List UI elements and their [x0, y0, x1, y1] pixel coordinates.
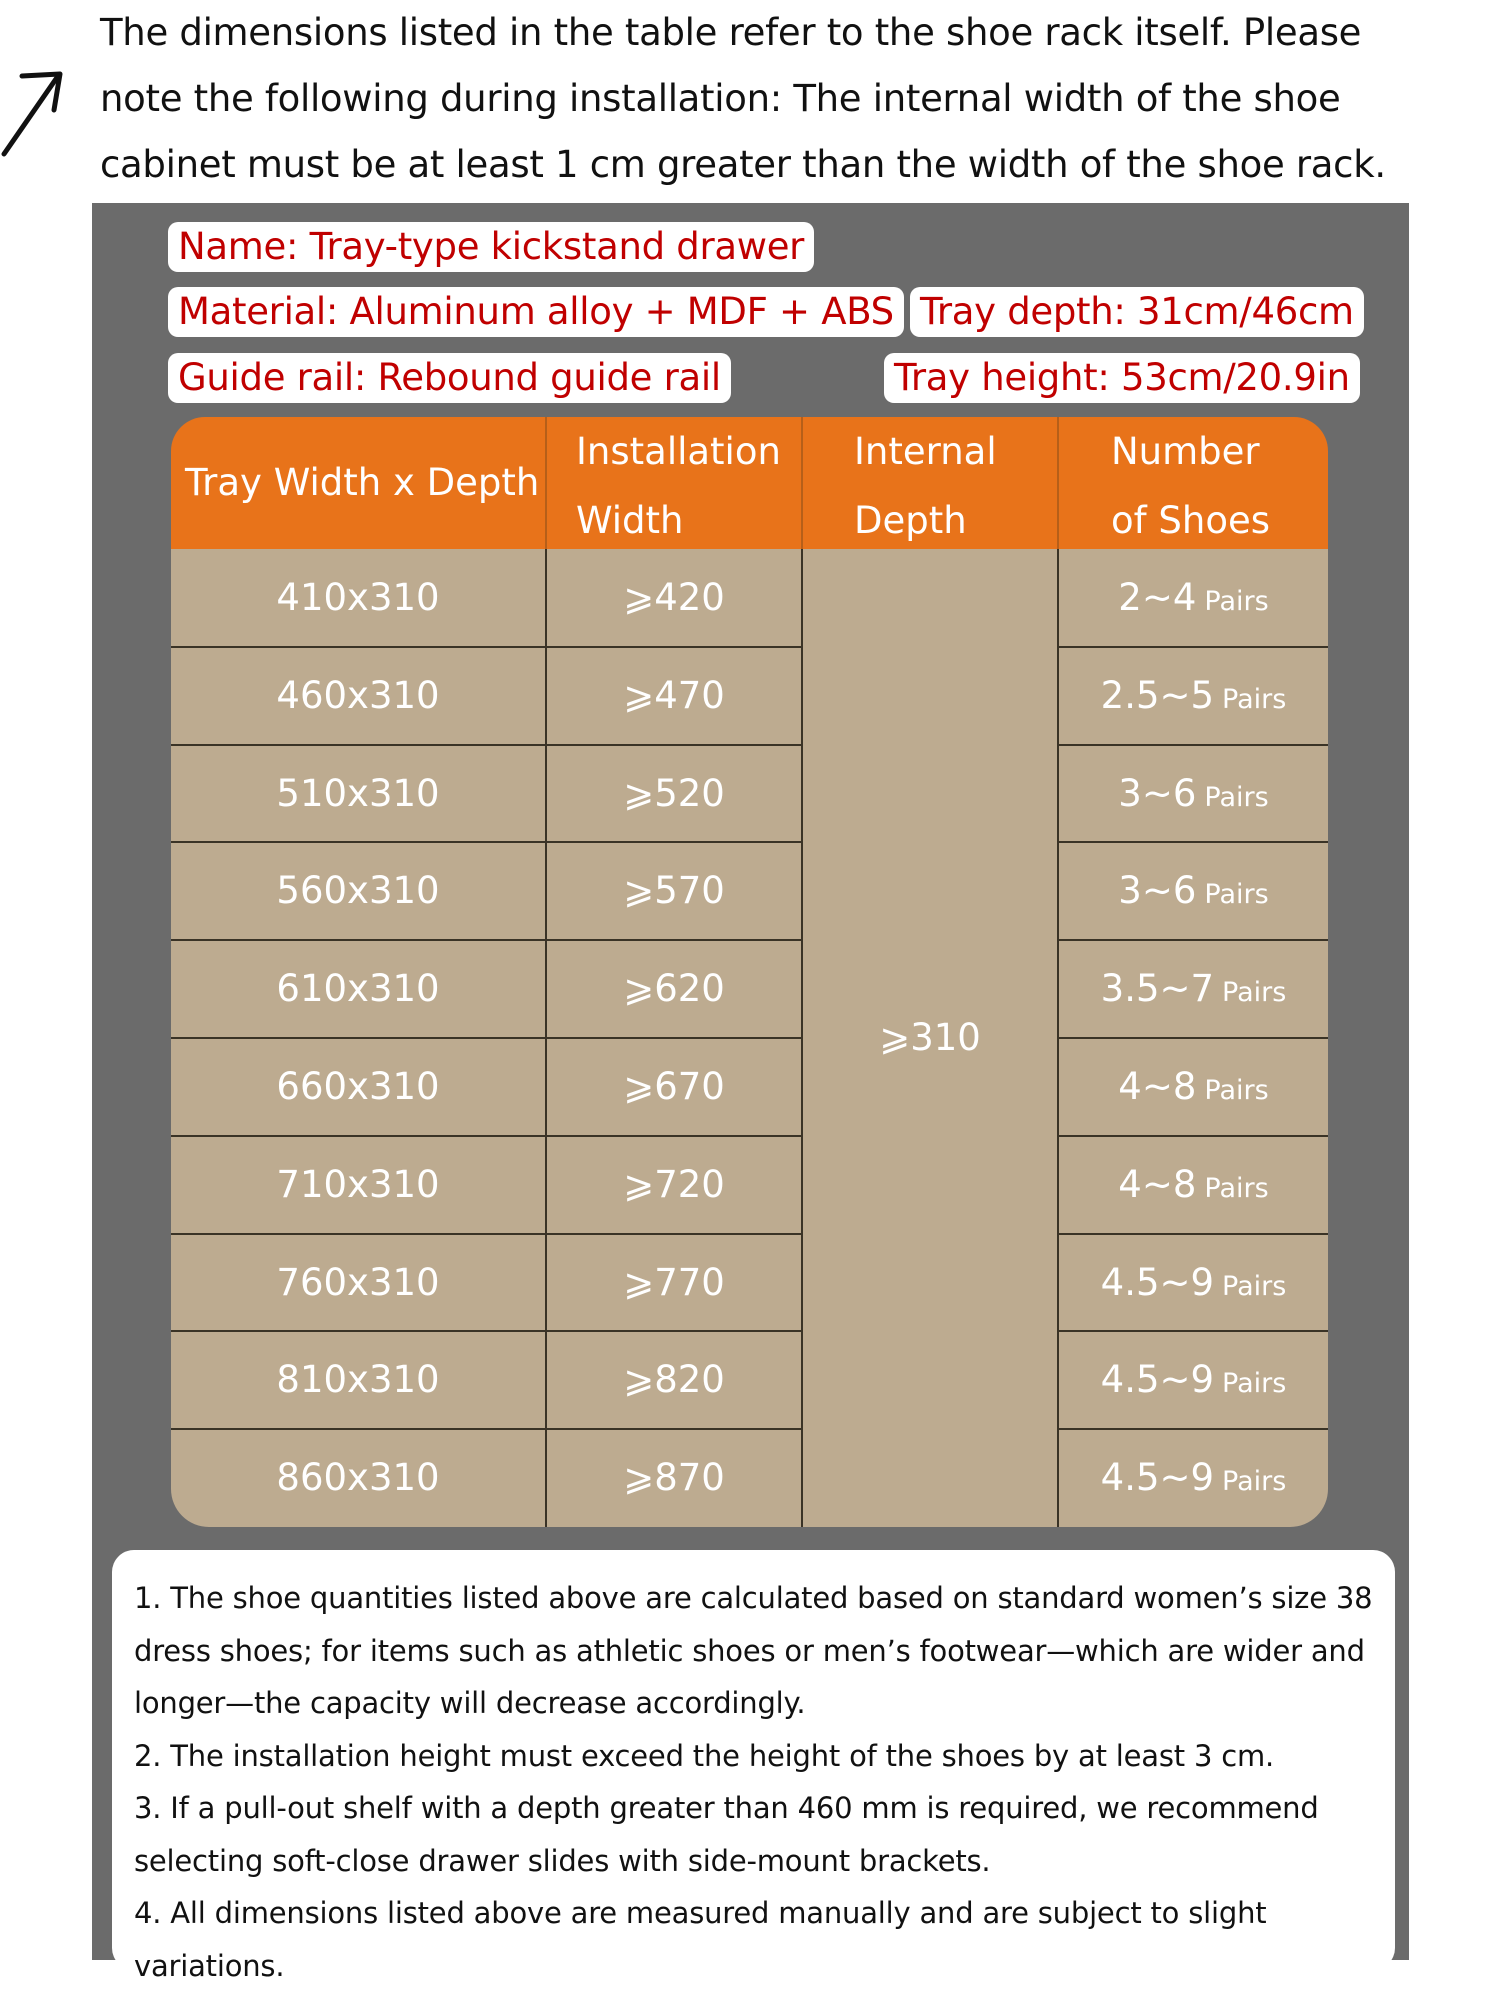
row-divider [1059, 744, 1328, 746]
pairs-unit: Pairs [1204, 879, 1269, 911]
pairs-range: 2~4 [1118, 575, 1197, 619]
cell-installation-width: ⩾620 [623, 967, 725, 1011]
cell-tray-size: 810x310 [276, 1358, 440, 1402]
cell-installation-width: ⩾520 [623, 771, 725, 815]
row-divider [1059, 1330, 1328, 1332]
row-divider [171, 1037, 801, 1039]
cell-tray-size: 460x310 [276, 673, 440, 717]
note-3: 3. If a pull-out shelf with a depth greater than 460 mm is required, we recommend selecting soft-close drawer slides with side-mount brackets. [134, 1791, 1319, 1878]
cell-tray-size: 560x310 [276, 869, 440, 913]
notes-box [112, 1550, 1395, 1983]
cell-tray-size: 410x310 [276, 575, 440, 619]
tag-guide-rail: Guide rail: Rebound guide rail [168, 353, 731, 403]
pairs-range: 3~6 [1118, 771, 1197, 815]
row-divider [171, 939, 801, 941]
tag-material: Material: Aluminum alloy + MDF + ABS [168, 287, 904, 337]
pairs-unit: Pairs [1204, 1074, 1269, 1106]
cell-installation-width: ⩾470 [623, 673, 725, 717]
cell-number-of-shoes [1059, 673, 1328, 717]
row-divider [171, 1233, 801, 1235]
pairs-range: 4~8 [1118, 1162, 1197, 1206]
cell-number-of-shoes [1059, 1458, 1328, 1498]
cell-tray-size: 760x310 [276, 1260, 440, 1304]
pairs-range: 3.5~7 [1100, 967, 1215, 1011]
cell-number-of-shoes [1059, 1260, 1328, 1304]
cell-tray-size: 510x310 [276, 771, 440, 815]
pairs-unit: Pairs [1222, 1466, 1287, 1498]
row-divider [1059, 1233, 1328, 1235]
table-header [171, 417, 1328, 549]
cell-number-of-shoes [1059, 1064, 1328, 1108]
cell-installation-width: ⩾770 [623, 1260, 725, 1304]
cell-tray-size: 610x310 [276, 967, 440, 1011]
cell-installation-width: ⩾820 [623, 1358, 725, 1402]
note-2: 2. The installation height must exceed the height of the shoes by at least 3 cm. [134, 1738, 1275, 1773]
header-number-of-shoes: Number of Shoes [1111, 430, 1271, 542]
row-divider [1059, 1135, 1328, 1137]
table-body [171, 549, 1328, 1527]
tag-tray-depth: Tray depth: 31cm/46cm [910, 287, 1364, 337]
cell-tray-size: 660x310 [276, 1064, 440, 1108]
cell-installation-width: ⩾670 [623, 1064, 725, 1108]
row-divider [1059, 841, 1328, 843]
cell-installation-width: ⩾570 [623, 869, 725, 913]
pairs-unit: Pairs [1204, 781, 1269, 813]
row-divider [1059, 1428, 1328, 1430]
cell-number-of-shoes [1059, 771, 1328, 815]
cell-installation-width: ⩾720 [623, 1162, 725, 1206]
pairs-range: 4.5~9 [1100, 1358, 1215, 1402]
header-tray-width-depth: Tray Width x Depth [185, 461, 540, 504]
row-divider [171, 646, 801, 648]
row-divider [171, 1428, 801, 1430]
cell-number-of-shoes [1059, 969, 1328, 1009]
tag-name: Name: Tray-type kickstand drawer [168, 222, 814, 272]
pairs-unit: Pairs [1222, 1368, 1287, 1400]
cell-number-of-shoes [1059, 1162, 1328, 1206]
cell-tray-size: 710x310 [276, 1162, 440, 1206]
cell-number-of-shoes [1059, 1360, 1328, 1400]
spec-table [171, 417, 1328, 1527]
cell-number-of-shoes [1059, 871, 1328, 911]
row-divider [171, 1135, 801, 1137]
pairs-range: 4.5~9 [1100, 1260, 1215, 1304]
cell-installation-width: ⩾420 [623, 575, 725, 619]
note-1: 1. The shoe quantities listed above are calculated based on standard women’s size 38 dress shoes; for items such as athletic shoes or men’s footwear—which are wider and longer—the capacity will decrease accordingly. [134, 1581, 1373, 1720]
row-divider [1059, 939, 1328, 941]
row-divider [171, 841, 801, 843]
pairs-unit: Pairs [1222, 1270, 1287, 1302]
pairs-unit: Pairs [1222, 977, 1287, 1009]
pairs-unit: Pairs [1222, 683, 1287, 715]
note-4: 4. All dimensions listed above are measured manually and are subject to slight variations. [134, 1896, 1267, 1983]
pairs-unit: Pairs [1204, 585, 1269, 617]
pairs-range: 2.5~5 [1100, 673, 1215, 717]
pairs-range: 3~6 [1118, 869, 1197, 913]
arrow-icon [0, 62, 70, 158]
row-divider [1059, 1037, 1328, 1039]
intro-text: The dimensions listed in the table refer to the shoe rack itself. Please note the following during installation: The internal width of the shoe cabinet must be at least 1 cm greater than the width of the shoe rack. [100, 11, 1386, 186]
internal-depth-value: ⩾310 [879, 1016, 981, 1059]
row-divider [171, 1330, 801, 1332]
cell-tray-size: 860x310 [276, 1456, 440, 1500]
cell-installation-width: ⩾870 [623, 1456, 725, 1500]
pairs-unit: Pairs [1204, 1172, 1269, 1204]
pairs-range: 4~8 [1118, 1064, 1197, 1108]
row-divider [1059, 646, 1328, 648]
pairs-range: 4.5~9 [1100, 1456, 1215, 1500]
cell-number-of-shoes [1059, 575, 1328, 619]
header-installation-width: Installation Width [576, 430, 781, 542]
row-divider [171, 744, 801, 746]
tag-tray-height: Tray height: 53cm/20.9in [884, 353, 1360, 403]
header-internal-depth: Internal Depth [854, 430, 997, 542]
